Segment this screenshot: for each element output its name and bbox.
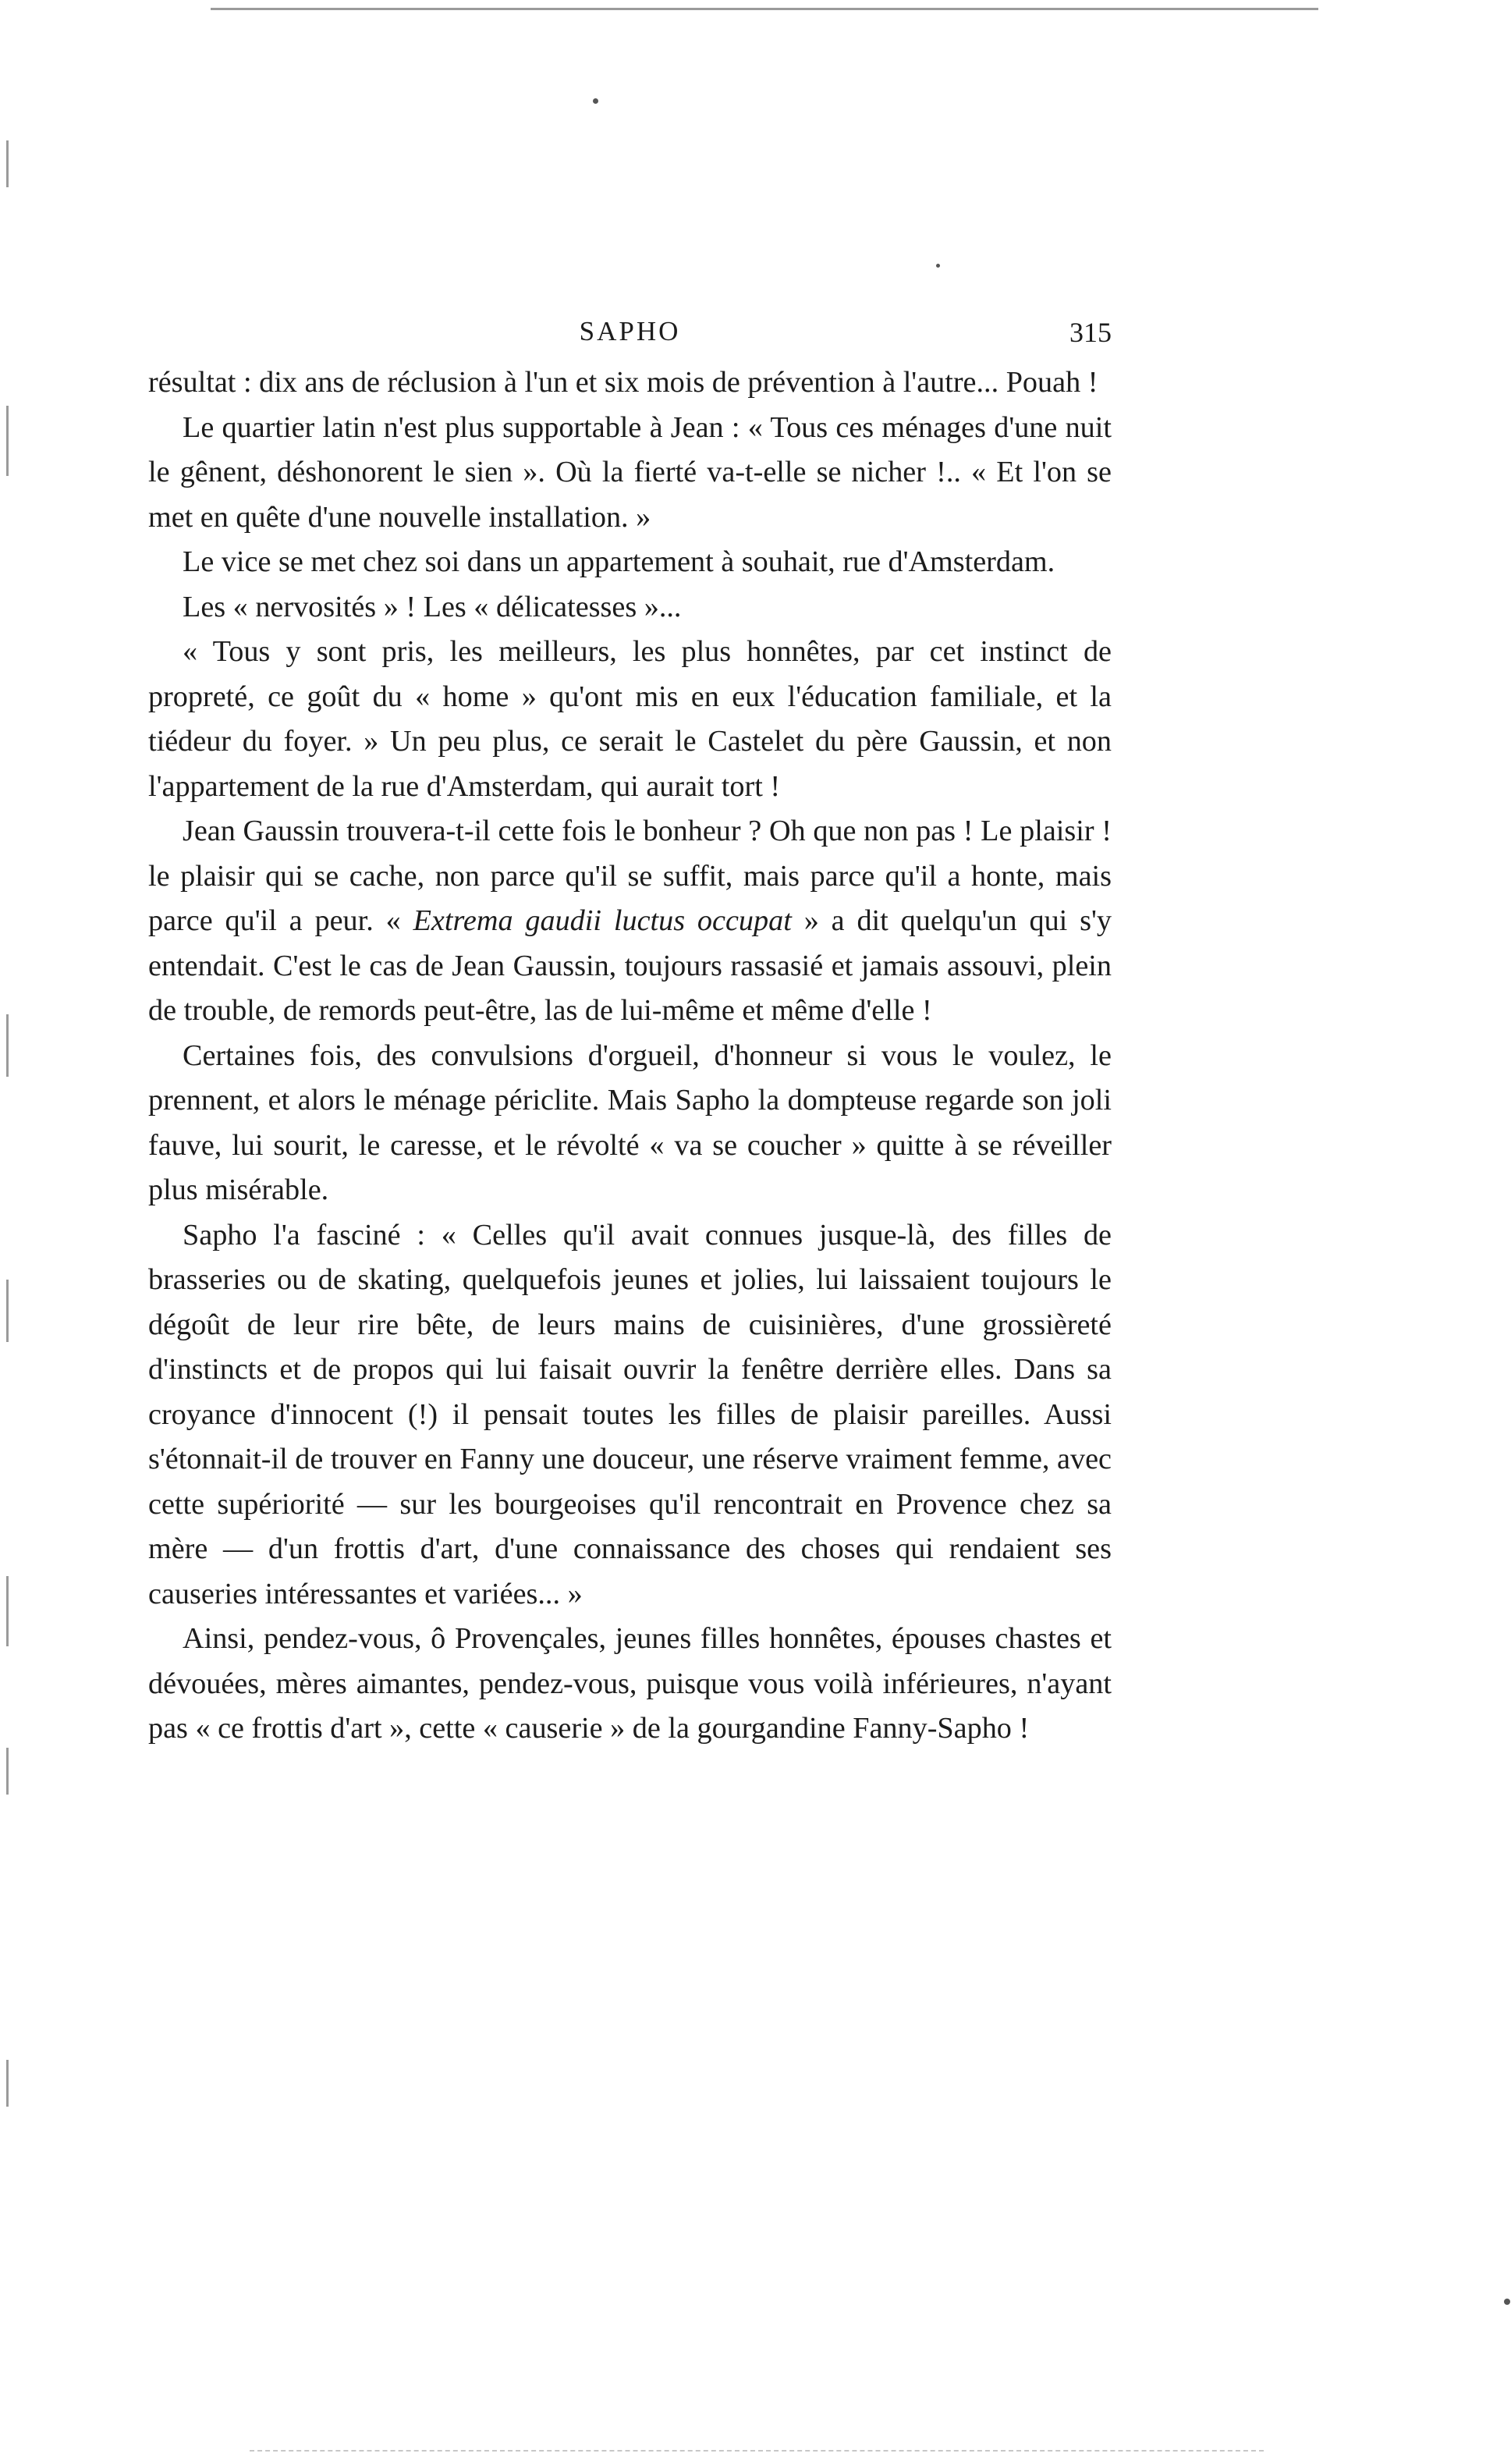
paragraph — [148, 809, 1112, 1034]
scan-speck — [936, 264, 940, 268]
paragraph-text: » a dit quelqu'un qui s'y entendait. C'est le cas de Jean Gaussin, toujours rassasié et jamais assouvi, plein de trouble, de remords peut-être, las de lui-même et même d'elle ! — [148, 904, 1112, 1027]
paragraph: Les « nervosités » ! Les « délicatesses »... — [183, 590, 682, 623]
paragraph: Le vice se met chez soi dans un appartement à souhait, rue d'Amsterdam. — [183, 545, 1055, 578]
left-scan-edge — [6, 1748, 9, 1795]
page-header — [148, 316, 1112, 355]
left-scan-edge — [6, 140, 9, 187]
paragraph: Sapho l'a fasciné : « Celles qu'il avait connues jusque-là, des filles de brasseries ou de skating, quelquefois jeunes et jolies, lui laissaient toujours le dégoût de leur rire bête, de leurs mains de cuisinières, d'une grossièreté d'instincts et de propos qui lui faisait ouvrir la fenêtre derrière elles. Dans sa croyance d'innocent (!) il pensait toutes les filles de plaisir pareilles. Aussi s'étonnait-il de trouver en Fanny une douceur, une réserve vraiment femme, avec cette supériorité — sur les bourgeoises qu'il rencontrait en Provence chez sa mère — d'un frottis d'art, d'une connaissance des choses qui rendaient ses causeries intéressantes et variées... » — [148, 1218, 1112, 1610]
paragraph: résultat : dix ans de réclusion à l'un et six mois de prévention à l'autre... Pouah ! — [148, 366, 1098, 399]
left-scan-edge — [6, 406, 9, 476]
top-scan-edge — [211, 8, 1318, 10]
bottom-scan-edge — [250, 2450, 1264, 2452]
paragraph: « Tous y sont pris, les meilleurs, les plus honnêtes, par cet instinct de propreté, ce goût du « home » qu'ont mis en eux l'éducation familiale, et la tiédeur du foyer. » Un peu plus, ce serait le Castelet du père Gaussin, et non l'appartement de la rue d'Amsterdam, qui aurait tort ! — [148, 635, 1112, 803]
body-text — [148, 360, 1112, 1752]
latin-quote: Extrema gaudii luctus occupat — [413, 904, 792, 937]
left-scan-edge — [6, 1576, 9, 1646]
paragraph: Le quartier latin n'est plus supportable à Jean : « Tous ces ménages d'une nuit le gênent, déshonorent le sien ». Où la fierté va-t-elle se nicher !.. « Et l'on se met en quête d'une nouvelle installation. » — [148, 410, 1112, 534]
left-scan-edge — [6, 2060, 9, 2107]
page-number: 315 — [1069, 317, 1112, 348]
paragraph: Certaines fois, des convulsions d'orgueil, d'honneur si vous le voulez, le prennent, et alors le ménage périclite. Mais Sapho la dompteuse regarde son joli fauve, lui sourit, le caresse, et le révolté « va se coucher » quitte à se réveiller plus misérable. — [148, 1039, 1112, 1206]
left-scan-edge — [6, 1280, 9, 1342]
paragraph: Ainsi, pendez-vous, ô Provençales, jeunes filles honnêtes, épouses chastes et dévouées, mères aimantes, pendez-vous, puisque vous voilà inférieures, n'ayant pas « ce frottis d'art », cette « causerie » de la gourgandine Fanny-Sapho ! — [148, 1622, 1112, 1745]
scan-speck — [593, 98, 598, 104]
running-title: SAPHO — [579, 316, 681, 346]
left-scan-edge — [6, 1014, 9, 1077]
paragraph-text: Jean Gaussin trouvera-t-il cette fois le bonheur ? Oh que non pas ! Le plaisir ! le plaisir qui se cache, non parce qu'il se suffit, mais parce qu'il a honte, mais parce qu'il a peur. « — [148, 815, 1112, 937]
scan-speck — [1504, 2299, 1510, 2305]
